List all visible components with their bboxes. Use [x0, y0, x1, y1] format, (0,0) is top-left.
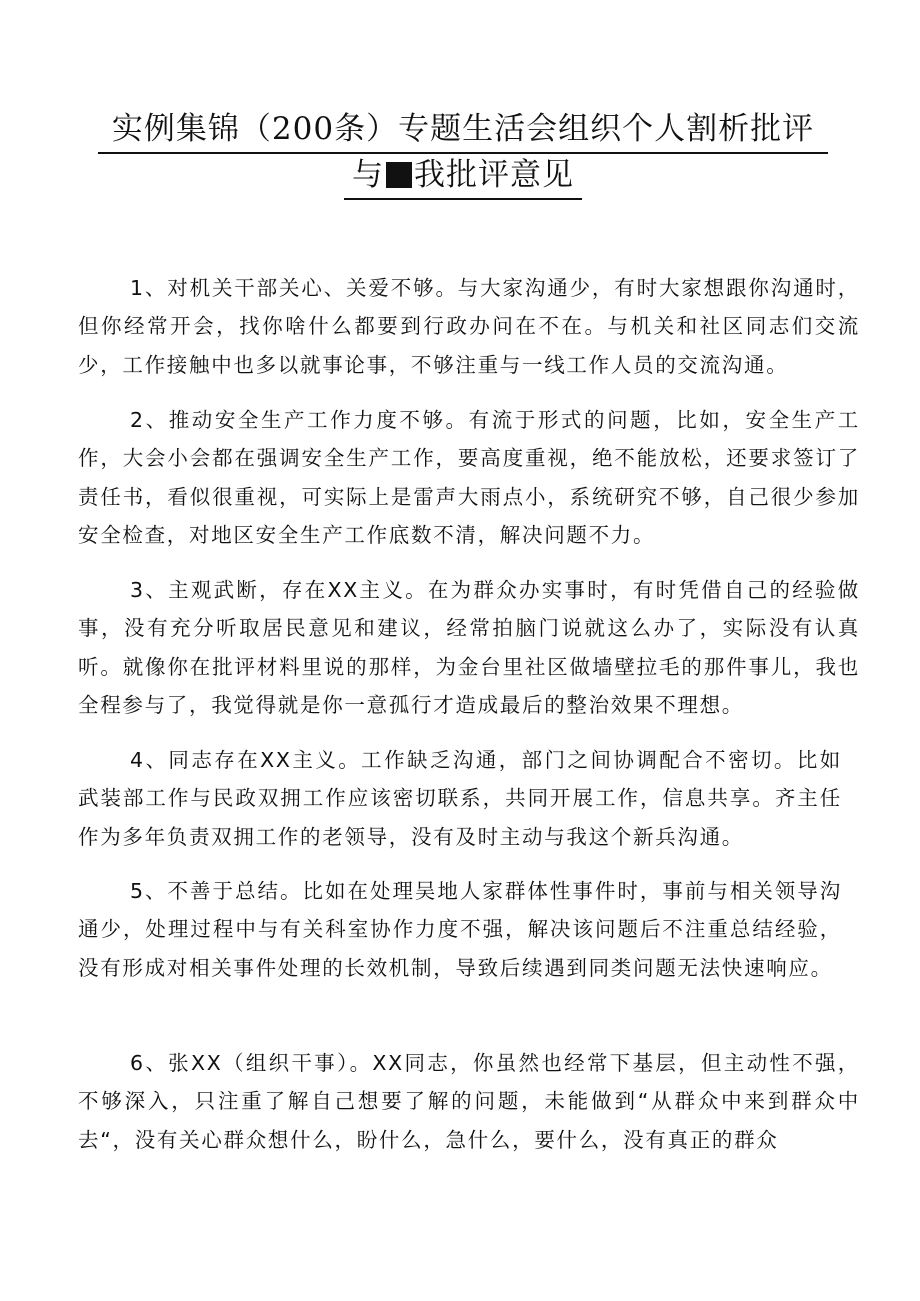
title-line-2-prefix: 与 [352, 157, 384, 193]
paragraph-4: 4、同志存在XX主义。工作缺乏沟通，部门之间协调配合不密切。比如武装部工作与民政双拥工作应该密切联系，共同开展工作，信息共享。齐主任作为多年负责双拥工作的老领导，没有及时主动与我这个新兵沟通。 [78, 747, 842, 849]
document-title-line-1: 实例集锦（200条）专题生活会组织个人割析批评 [98, 106, 828, 154]
title-line-2-suffix: 我批评意见 [414, 157, 574, 193]
paragraph-3: 3、主观武断，存在XX主义。在为群众办实事时，有时凭借自己的经验做事，没有充分听取居民意见和建议，经常拍脑门说就这么办了，实际没有认真听。就像你在批评材料里说的那样，为金台里社区做墙壁拉毛的那件事儿，我也全程参与了，我觉得就是你一意孤行才造成最后的整治效果不理想。 [78, 577, 860, 717]
paragraph-2: 2、推动安全生产工作力度不够。有流于形式的问题，比如，安全生产工作，大会小会都在强调安全生产工作，要高度重视，绝不能放松，还要求签订了责任书，看似很重视，可实际上是雷声大雨点小，系统研究不够，自己很少参加安全检查，对地区安全生产工作底数不清，解决问题不力。 [78, 407, 860, 547]
paragraph-6: 6、张XX（组织干事）。XX同志，你虽然也经常下基层，但主动性不强，不够深入，只注重了解自己想要了解的问题，未能做到“从群众中来到群众中去“，没有关心群众想什么，盼什么，急什么，要什么，没有真正的群众 [78, 1050, 860, 1152]
redaction-block [386, 162, 412, 188]
paragraph-1: 1、对机关干部关心、关爱不够。与大家沟通少，有时大家想跟你沟通时，但你经常开会，找你啥什么都要到行政办问在不在。与机关和社区同志们交流少，工作接触中也多以就事论事，不够注重与一线工作人员的交流沟通。 [78, 275, 860, 377]
paragraph-5: 5、不善于总结。比如在处理吴地人家群体性事件时，事前与相关领导沟通少，处理过程中与有关科室协作力度不强，解决该问题后不注重总结经验，没有形成对相关事件处理的长效机制，导致后续遇到同类问题无法快速响应。 [78, 878, 842, 980]
document-title-line-2 [344, 152, 582, 200]
